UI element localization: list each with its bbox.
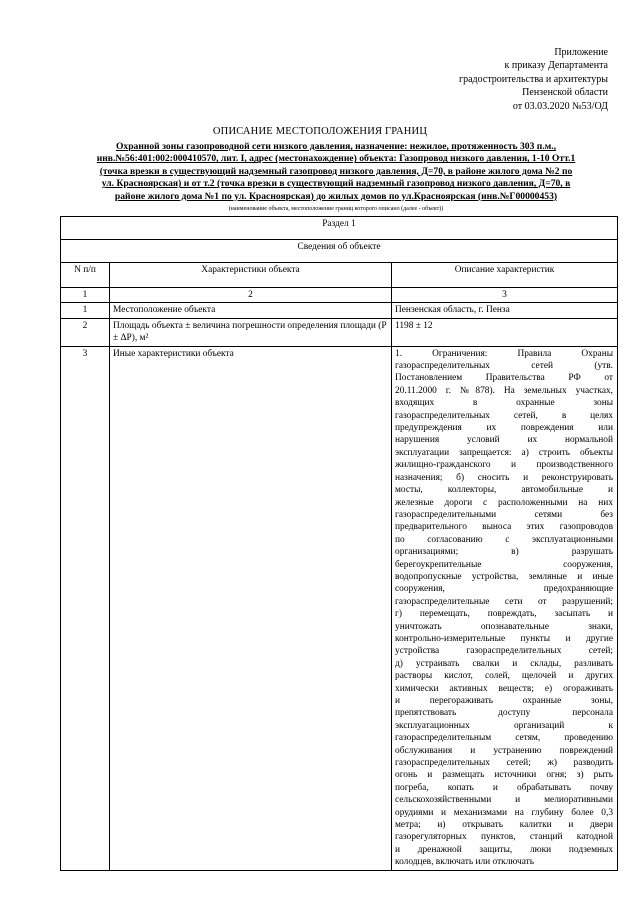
description-line: устройства газораспределительных сетей;	[395, 646, 614, 657]
description-line: эксплуатации запрещается: а) строить объекты	[395, 447, 614, 458]
description-line: предупреждения их повреждения или	[395, 423, 614, 434]
description-line: газораспределительные сети от разрушений;	[395, 596, 614, 607]
table-row	[61, 346, 618, 870]
description-line: берегоукрепительные сооружения,	[395, 559, 614, 570]
description-line: погреба, копать и обрабатывать почву	[395, 782, 614, 793]
description-line: газораспределительных сетей (утв.	[395, 361, 614, 372]
description-line: газораспределительными сетями без	[395, 509, 614, 520]
description-line: д) устраивать свалки и склады, разливать	[395, 658, 614, 669]
subject-line: инв.№56:401:002:000410570, лит. I, адрес (местонахождение) объекта: Газопровод низкого давления, 1-10 Отт.1	[96, 153, 576, 165]
column-number: 3	[392, 288, 618, 303]
description-line: эксплуатационных организаций к	[395, 720, 614, 731]
row-description: 1198 ± 12	[392, 318, 618, 346]
description-line: входящих в охранные зоны	[395, 398, 614, 409]
description-line: водопропускные устройства, земляные и иные	[395, 571, 614, 582]
subject-line: Охранной зоны газопроводной сети низкого давления, назначение: нежилое, протяженность 303 п.м.,	[115, 141, 557, 152]
description-line: железные дороги с расположенными на них	[395, 497, 614, 508]
description-line: сооружения, предохраняющие	[395, 584, 614, 595]
section-subtitle-row	[61, 240, 618, 263]
appendix-block	[459, 46, 608, 113]
document-title: ОПИСАНИЕ МЕСТОПОЛОЖЕНИЯ ГРАНИЦ	[212, 126, 428, 137]
description-line: газораспределительных сетей; ж) разводить	[395, 758, 614, 769]
description-line: 1. Ограничения: Правила Охраны	[395, 348, 614, 359]
section-subtitle: Сведения об объекте	[61, 240, 618, 263]
table-header-row	[61, 263, 618, 288]
column-number: 2	[110, 288, 392, 303]
description-line: газораспределительных сетей, в целях	[395, 410, 614, 421]
column-number-row	[61, 288, 618, 303]
table-row	[61, 303, 618, 318]
description-line: газорегуляторных пунктов, станций катодной	[395, 832, 614, 843]
table-row	[61, 318, 618, 346]
appendix-line: градостроительства и архитектуры	[459, 73, 608, 85]
appendix-line: от 03.03.2020 №53/ОД	[512, 100, 608, 112]
header-description: Описание характеристик	[392, 263, 618, 288]
subject-note: (наименование объекта, местоположение границ которого описано (далее - объект))	[228, 206, 444, 212]
subject-line: районе жилого дома №1 по ул. Красноярская) до жилых домов по ул.Красноярская (инв.№Г00000453)	[114, 190, 558, 202]
description-line: организациями; в) разрушать	[395, 547, 614, 558]
object-info-table	[60, 216, 618, 871]
object-subject	[62, 141, 610, 203]
row-number: 3	[61, 346, 110, 870]
row-description-restrictions	[392, 346, 618, 870]
header-num: N п/п	[61, 263, 110, 288]
column-number: 1	[61, 288, 110, 303]
description-line: и перегораживать охранные зоны,	[395, 696, 614, 706]
row-number: 1	[61, 303, 110, 318]
section-title-row	[61, 217, 618, 240]
description-line: г) перемещать, повреждать, засыпать и	[395, 609, 614, 620]
description-line: растворы кислот, солей, щелочей и других	[395, 671, 614, 682]
section-title: Раздел 1	[61, 217, 618, 240]
description-line: назначения; б) сносить и реконструировать	[395, 472, 614, 483]
description-line: сельскохозяйственными и мелиоративными	[395, 795, 614, 806]
description-line: уничтожать опознавательные знаки,	[395, 621, 614, 632]
row-characteristic: Площадь объекта ± величина погрешности определения площади (Р ± ΔР), м²	[110, 318, 392, 346]
subject-line: (точка врезки в существующий надземный газопровод низкого давления, Д=70, в районе жилого дома №2 по	[99, 165, 573, 177]
appendix-line: к приказу Департамента	[504, 60, 608, 72]
row-characteristic: Местоположение объекта	[110, 303, 392, 318]
description-line: нарушения условий их нормальной	[395, 435, 614, 446]
description-line: по согласованию с эксплуатационными	[395, 534, 614, 545]
appendix-line: Приложение	[554, 47, 608, 58]
description-line: 20.11.2000 г. №878). На земельных участках,	[395, 385, 614, 396]
description-line: колодцев, включать или отключать	[395, 857, 535, 868]
description-line: газораспределительным сетям, проведению	[395, 733, 614, 744]
description-line: химически активных веществ; е) огораживать	[395, 683, 614, 694]
row-description: Пензенская область, г. Пенза	[392, 303, 618, 318]
description-line: метра; и) открывать калитки и двери	[395, 820, 614, 831]
row-characteristic: Иные характеристики объекта	[110, 346, 392, 870]
header-characteristic: Характеристики объекта	[110, 263, 392, 288]
subject-line: ул. Красноярская) и от т.2 (точка врезки в существующий надземный газопровод низкого давления, Д=70, в	[101, 178, 571, 190]
appendix-line: Пензенской области	[522, 87, 608, 99]
description-line: препятствовать доступу персонала	[395, 708, 614, 719]
description-line: мосты, коллекторы, автомобильные и	[395, 485, 614, 496]
description-line: огонь и размещать источники огня; з) рыть	[395, 770, 614, 781]
description-line: и дренажной защиты, люки подземных	[395, 844, 614, 855]
description-line: орудиями и механизмами на глубину более 0,3	[395, 807, 614, 818]
description-line: предварительного выноса этих газопроводов	[395, 522, 614, 533]
row-number: 2	[61, 318, 110, 346]
description-line: Постановлением Правительства РФ от	[395, 373, 614, 384]
description-line: жилищно-гражданского и производственного	[395, 460, 614, 471]
description-line: обслуживания и устранению повреждений	[395, 745, 614, 756]
description-line: контрольно-измерительные пункты и другие	[395, 633, 614, 644]
